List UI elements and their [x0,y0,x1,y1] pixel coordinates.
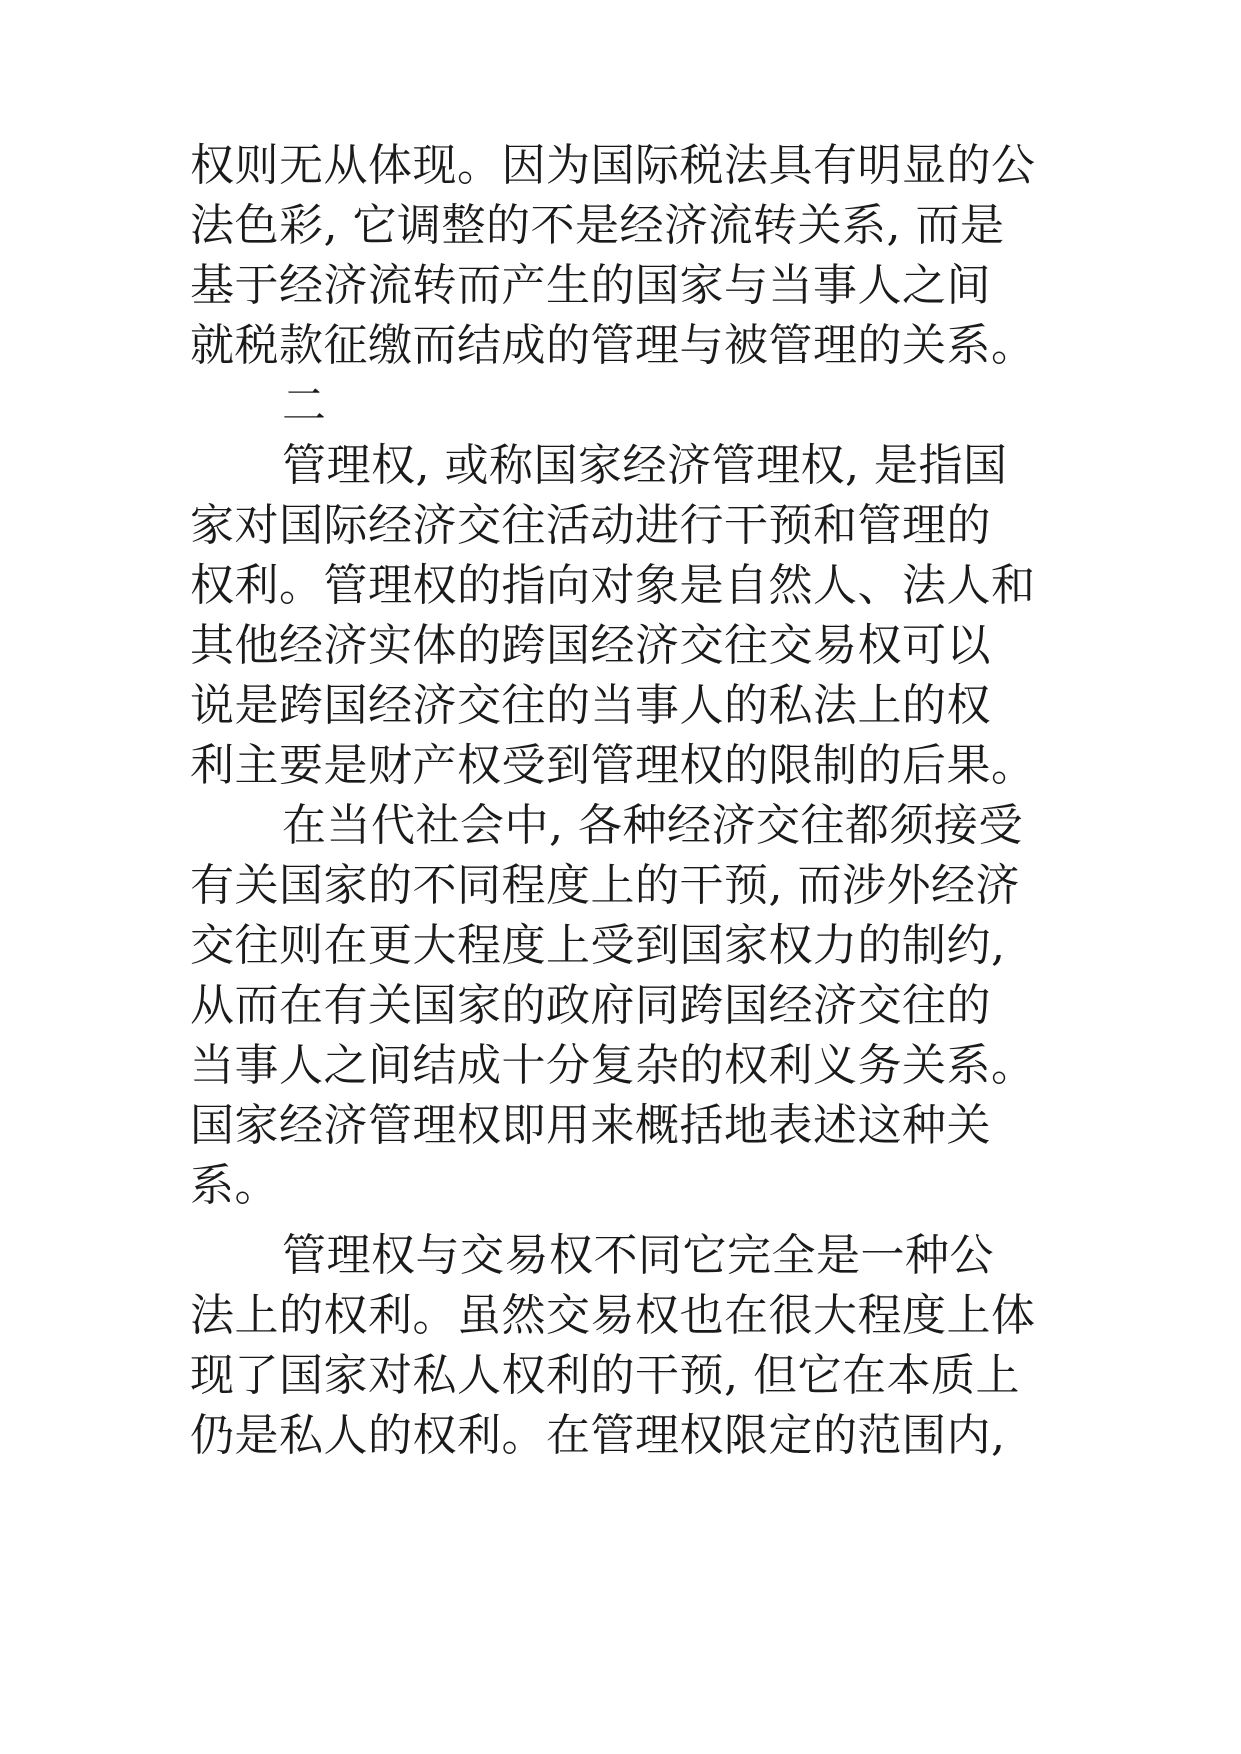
text-line: 说是跨国经济交往的当事人的私法上的权 [190,680,991,731]
paragraph-start: 管理权, 或称国家经济管理权, 是指国 [282,440,1008,491]
text-line: 有关国家的不同程度上的干预, 而涉外经济 [190,860,1020,911]
text-line: 利主要是财产权受到管理权的限制的后果。 [190,740,1036,791]
text-line: 仍是私人的权利。在管理权限定的范围内, [190,1410,1006,1461]
text-line: 当事人之间结成十分复杂的权利义务关系。 [190,1040,1036,1091]
text-line: 国家经济管理权即用来概括地表述这种关 [190,1100,991,1151]
text-line: 其他经济实体的跨国经济交往交易权可以 [190,620,991,671]
section-heading: 二 [282,380,327,431]
text-line: 系。 [190,1160,279,1211]
paragraph-start: 在当代社会中, 各种经济交往都须接受 [282,800,1023,851]
text-line: 法色彩, 它调整的不是经济流转关系, 而是 [190,200,1005,251]
text-line: 基于经济流转而产生的国家与当事人之间 [190,260,991,311]
text-line: 交往则在更大程度上受到国家权力的制约, [190,920,1006,971]
text-line: 法上的权利。虽然交易权也在很大程度上体 [190,1290,1036,1341]
text-line: 就税款征缴而结成的管理与被管理的关系。 [190,320,1036,371]
text-line: 从而在有关国家的政府同跨国经济交往的 [190,980,991,1031]
text-line: 家对国际经济交往活动进行干预和管理的 [190,500,991,551]
text-line: 现了国家对私人权利的干预, 但它在本质上 [190,1350,1020,1401]
text-line: 权利。管理权的指向对象是自然人、法人和 [190,560,1036,611]
paragraph-start: 管理权与交易权不同它完全是一种公 [282,1230,994,1281]
text-line: 权则无从体现。因为国际税法具有明显的公 [190,140,1036,191]
